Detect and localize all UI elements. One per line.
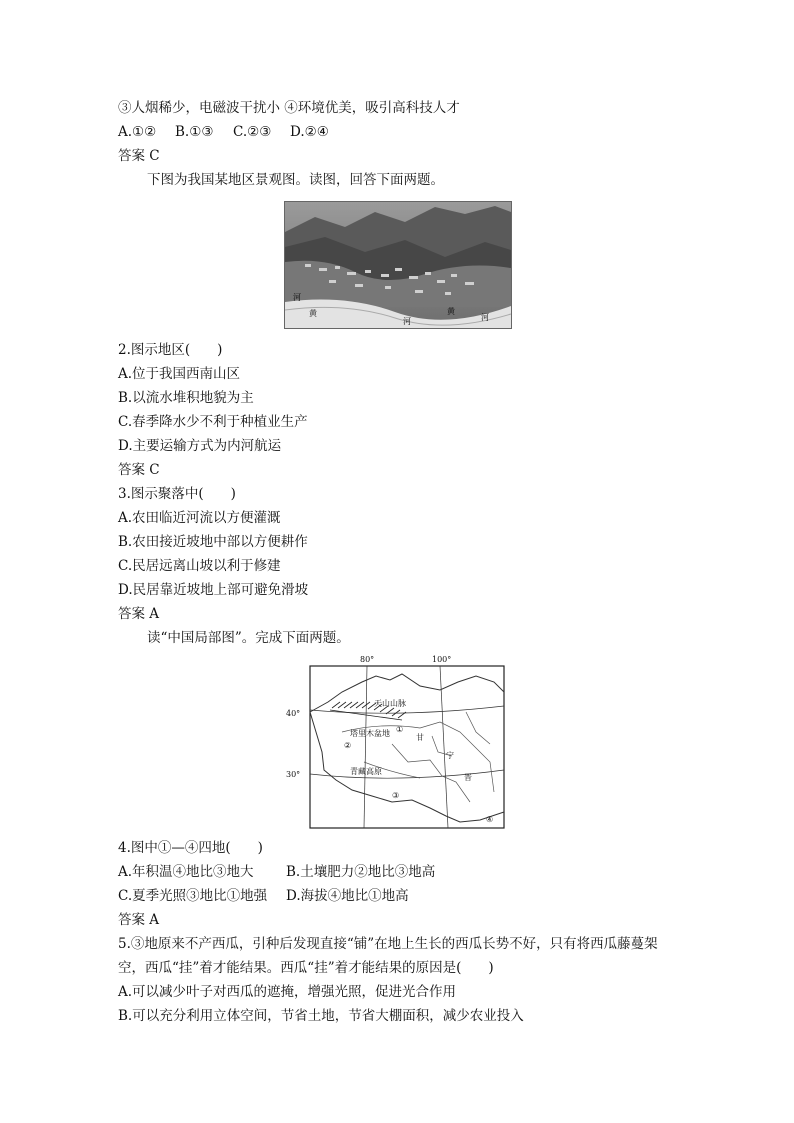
- lon-label-80: 80°: [360, 655, 375, 664]
- choice-c: C.②③: [233, 124, 272, 140]
- q3-option-b: B.农田接近坡地中部以方便耕作: [118, 534, 308, 550]
- intro-map: 读“中国局部图”。完成下面两题。: [147, 630, 350, 646]
- label-tianshan: 天山山脉: [374, 699, 406, 708]
- q3-stem: 3.图示聚落中( ): [118, 486, 236, 502]
- q4-options-row1: [118, 862, 435, 882]
- choice-b: B.①③: [175, 124, 214, 140]
- prev-answer: 答案 C: [118, 148, 160, 164]
- q4-stem: 4.图中①—④四地( ): [118, 840, 263, 856]
- marker-2: ②: [344, 741, 352, 750]
- q3-option-c: C.民居远离山坡以利于修建: [118, 558, 281, 574]
- lat-label-30: 30°: [286, 770, 301, 779]
- q2-option-a: A.位于我国西南山区: [118, 366, 241, 382]
- q4-option-d: D.海拔④地比①地高: [286, 888, 409, 904]
- choice-a: A.①②: [118, 124, 157, 140]
- q2-answer: 答案 C: [118, 462, 160, 478]
- q2-option-b: B.以流水堆积地貌为主: [118, 390, 254, 406]
- q3-answer: 答案 A: [118, 606, 160, 622]
- marker-4: ④: [486, 815, 494, 824]
- photo-label-2: 黄: [309, 309, 317, 318]
- marker-1: ①: [396, 725, 404, 734]
- q4-answer: 答案 A: [118, 912, 160, 928]
- q3-option-a: A.农田临近河流以方便灌溉: [118, 510, 281, 526]
- label-ning: 宁: [446, 751, 454, 760]
- q5-stem-line1: 5.③地原来不产西瓜，引种后发现直接“铺”在地上生长的西瓜长势不好，只有将西瓜藤蔓架: [118, 936, 658, 952]
- intro-photo: 下图为我国某地区景观图。读图，回答下面两题。: [147, 172, 444, 188]
- marker-3: ③: [392, 791, 400, 800]
- lon-label-100: 100°: [432, 655, 452, 664]
- q4-options-row2: [118, 886, 409, 906]
- q5-option-b: B.可以充分利用立体空间，节省土地，节省大棚面积，减少农业投入: [118, 1008, 524, 1024]
- photo-label-4: 黄: [447, 307, 455, 316]
- label-tarim: 塔里木盆地: [350, 729, 390, 738]
- q2-option-c: C.春季降水少不利于种植业生产: [118, 414, 308, 430]
- q5-stem-line2: 空，西瓜“挂”着才能结果。西瓜“挂”着才能结果的原因是( ): [118, 960, 494, 976]
- landscape-photo: [284, 201, 512, 329]
- q4-option-c: C.夏季光照③地比①地强: [118, 888, 268, 904]
- label-qingzang: 青藏高原: [350, 767, 382, 776]
- q5-option-a: A.可以减少叶子对西瓜的遮掩，增强光照，促进光合作用: [118, 984, 457, 1000]
- choice-d: D.②④: [290, 124, 329, 140]
- photo-label-5: 河: [481, 313, 489, 322]
- photo-label-3: 河: [403, 317, 411, 326]
- q4-option-a: A.年积温④地比③地大: [118, 864, 254, 880]
- q2-option-d: D.主要运输方式为内河航运: [118, 438, 282, 454]
- lat-label-40: 40°: [286, 709, 301, 718]
- prev-options-line: ③人烟稀少，电磁波干扰小 ④环境优美，吸引高科技人才: [118, 100, 460, 116]
- label-gan: 甘: [416, 733, 424, 742]
- q3-option-d: D.民居靠近坡地上部可避免滑坡: [118, 582, 309, 598]
- china-partial-map: [280, 652, 510, 832]
- photo-label-1: 河: [293, 293, 301, 302]
- q4-option-b: B.土壤肥力②地比③地高: [286, 864, 436, 880]
- prev-choices: [118, 122, 329, 142]
- q2-stem: 2.图示地区( ): [118, 342, 223, 358]
- label-jin: 晋: [464, 773, 472, 782]
